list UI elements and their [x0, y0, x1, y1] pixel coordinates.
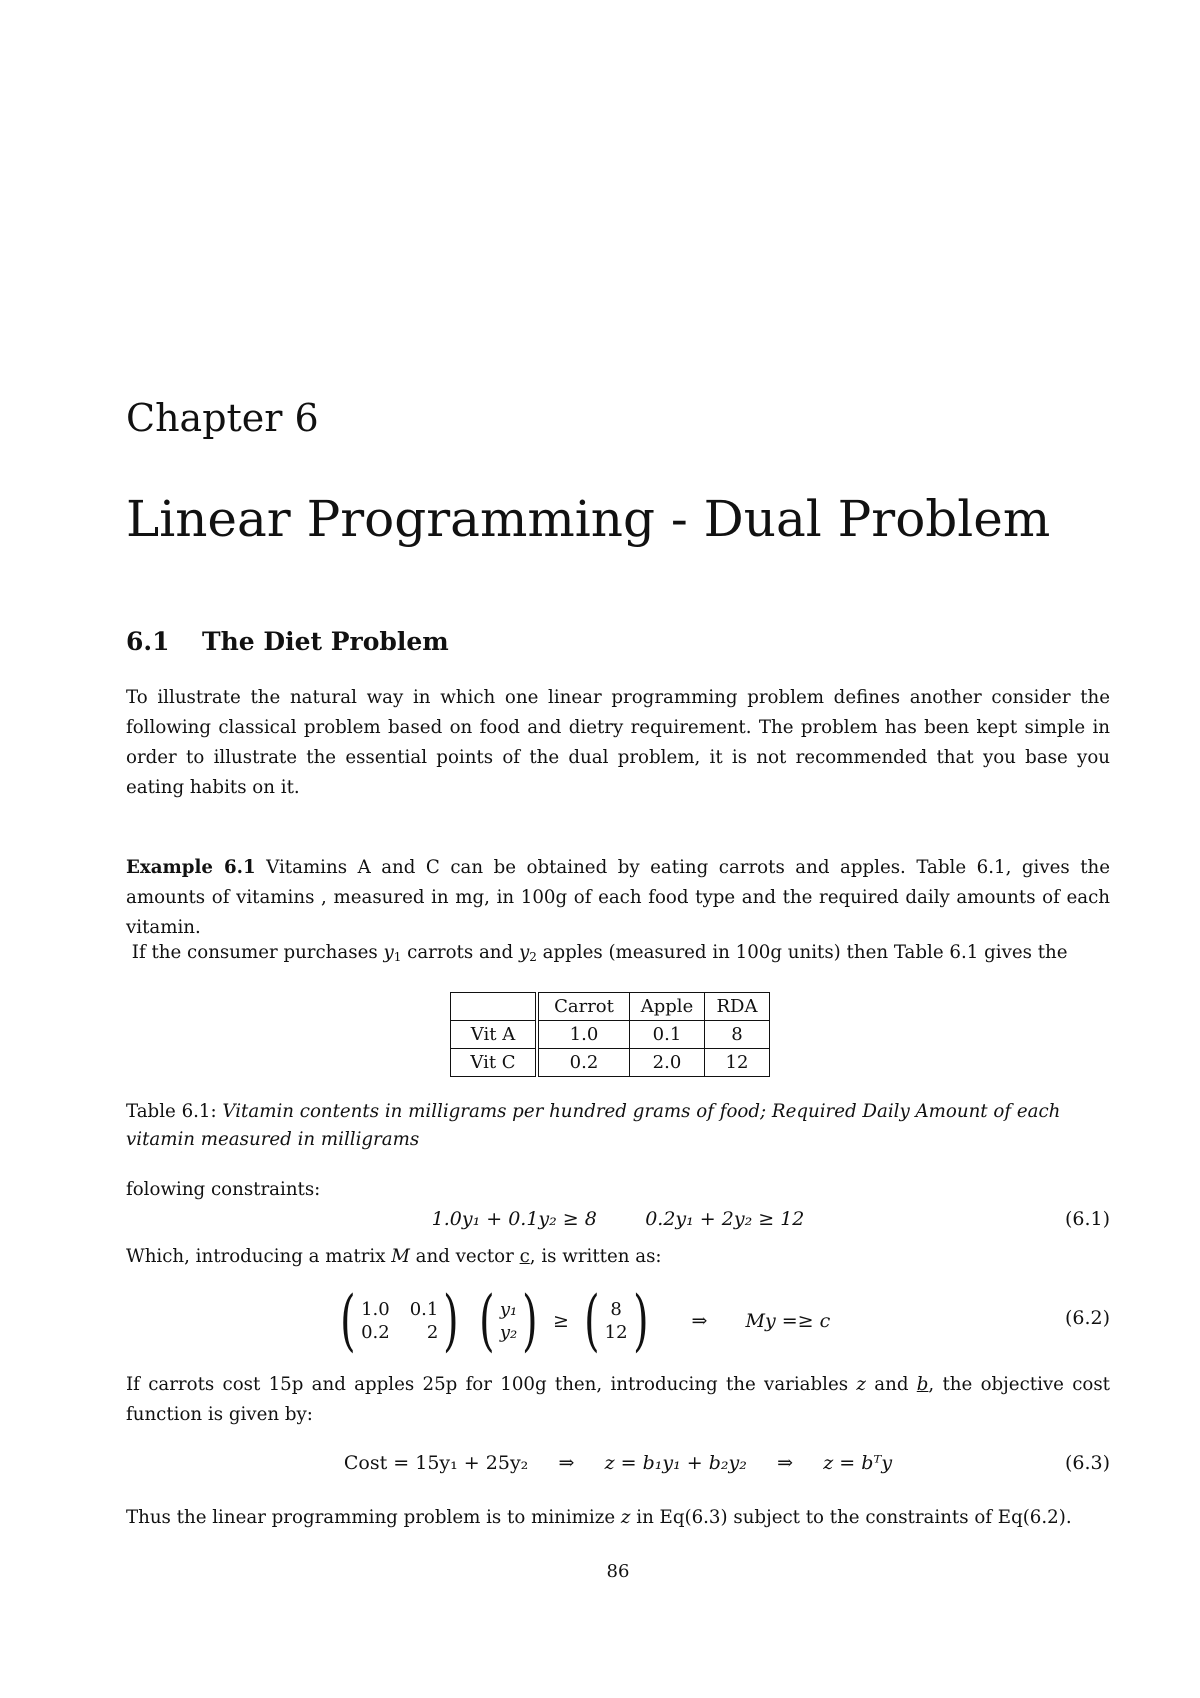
consumer-paragraph	[126, 938, 1110, 968]
table-header-cell: RDA	[705, 993, 770, 1021]
eq1-right: 0.2y₁ + 2y₂ ≥ 12	[645, 1208, 805, 1230]
var-b: b	[916, 1374, 929, 1395]
eq3-part2: z = b₁y₁ + b₂y₂	[604, 1452, 747, 1474]
table-cell: Vit A	[451, 1021, 538, 1049]
caption-label: Table 6.1:	[126, 1101, 217, 1122]
implies-sign: ⇒	[558, 1452, 575, 1474]
eq1-left: 1.0y₁ + 0.1y₂ ≥ 8	[431, 1208, 597, 1230]
table-header-cell	[451, 993, 538, 1021]
var-y: y	[518, 942, 530, 963]
caption-text: Vitamin contents in milligrams per hundred grams of food; Required Daily Amount of each vitamin measured in milligrams	[126, 1101, 1061, 1150]
table-row	[451, 1049, 770, 1077]
var-z: z	[856, 1374, 866, 1395]
intro-paragraph: To illustrate the natural way in which one linear programming problem defines another consider the following classical problem based on food and dietry requirement. The problem has been kept simple in order to illustrate the essential points of the dual problem, it is not recommended that you base you eating habits on it.	[126, 687, 1110, 798]
conclusion-paragraph	[126, 1503, 1110, 1533]
chapter-label: Chapter 6	[126, 396, 319, 440]
var-z: z	[620, 1507, 631, 1528]
equation-body	[126, 1208, 1110, 1230]
matrix-paragraph	[126, 1242, 1110, 1272]
final-text-b: in Eq(6.3) subject to the constraints of Eq(6.2).	[630, 1507, 1072, 1528]
vector-cell: 8	[610, 1299, 622, 1320]
eq3-part1: Cost = 15y₁ + 25y₂	[343, 1452, 529, 1474]
page-number: 86	[606, 1561, 630, 1582]
table-caption	[126, 1098, 1110, 1154]
table-cell: 1.0	[537, 1021, 630, 1049]
section-title: The Diet Problem	[202, 627, 449, 656]
table-cell: 12	[705, 1049, 770, 1077]
var-y: y	[383, 942, 394, 963]
example-text: Vitamins A and C can be obtained by eating carrots and apples. Table 6.1, gives the amounts of vitamins , measured in mg, in 100g of each food type and the required daily amounts of each vitamin.	[126, 857, 1110, 938]
vector-c	[579, 1282, 653, 1359]
example-paragraph	[126, 853, 1110, 943]
consumer-text-c: apples (measured in 100g units) then Table 6.1 gives the	[536, 942, 1068, 963]
equation-number: (6.1)	[1064, 1208, 1110, 1230]
consumer-text-b: carrots and	[401, 942, 519, 963]
sub-2: 2	[529, 950, 537, 964]
cost-paragraph	[126, 1370, 1110, 1430]
consumer-text-a: If the consumer purchases	[131, 942, 384, 963]
equation-6-3	[126, 1452, 1110, 1486]
equation-body	[126, 1282, 1110, 1359]
equation-number: (6.3)	[1064, 1452, 1110, 1474]
geq-sign: ≥	[553, 1310, 569, 1332]
cost-text-c: , the objective cost function is given by:	[126, 1374, 1110, 1425]
left-paren-glyph: (	[584, 1282, 600, 1359]
matrix-cell: 2	[426, 1322, 439, 1343]
cost-text-a: If carrots cost 15p and apples 25p for 100g then, introducing the variables	[126, 1374, 857, 1395]
sub-1: 1	[393, 950, 402, 964]
example-label: Example 6.1	[126, 857, 256, 878]
equation-6-2	[126, 1282, 1110, 1359]
matrix-grid	[361, 1299, 438, 1343]
eq2-result: My =≥ c	[745, 1310, 831, 1332]
vector-grid	[605, 1299, 628, 1343]
table-header-cell: Apple	[630, 993, 705, 1021]
cost-text-b: and	[865, 1374, 917, 1395]
matrix-text-a: Which, introducing a matrix	[126, 1246, 392, 1267]
implies-sign: ⇒	[691, 1310, 708, 1332]
right-paren-glyph: )	[522, 1282, 538, 1359]
table-cell: 0.1	[630, 1021, 705, 1049]
document-page	[126, 0, 1110, 1698]
right-paren-glyph: )	[443, 1282, 459, 1359]
chapter-title: Linear Programming - Dual Problem	[126, 490, 1051, 548]
section-number: 6.1	[126, 627, 170, 656]
eq3-part3: z = bᵀy	[823, 1452, 893, 1474]
left-paren-glyph: (	[340, 1282, 356, 1359]
table-cell: 8	[705, 1021, 770, 1049]
var-c: c	[519, 1246, 530, 1267]
constraints-intro: folowing constraints:	[126, 1179, 321, 1200]
left-paren-glyph: (	[479, 1282, 495, 1359]
vector-cell: y₂	[499, 1322, 518, 1343]
table-cell: 2.0	[630, 1049, 705, 1077]
matrix-cell: 0.2	[361, 1322, 390, 1343]
vector-cell: 12	[604, 1322, 628, 1343]
table-cell: 0.2	[537, 1049, 630, 1077]
matrix-text-b: and vector	[409, 1246, 520, 1267]
equation-6-1	[126, 1208, 1110, 1242]
section-heading	[126, 627, 449, 656]
table-row	[451, 1021, 770, 1049]
implies-sign: ⇒	[777, 1452, 794, 1474]
var-M: M	[391, 1246, 410, 1267]
matrix-cell: 0.1	[409, 1299, 439, 1320]
equation-body	[126, 1452, 1110, 1474]
table-cell: Vit C	[451, 1049, 538, 1077]
vector-cell: y₁	[499, 1299, 518, 1320]
vitamin-table	[450, 992, 770, 1077]
table-header-cell: Carrot	[537, 993, 630, 1021]
vector-y	[474, 1282, 543, 1359]
matrix-text-d: , is written as:	[529, 1246, 662, 1267]
matrix-cell: 1.0	[361, 1299, 390, 1320]
final-text-a: Thus the linear programming problem is to minimize	[126, 1507, 621, 1528]
equation-number: (6.2)	[1064, 1307, 1110, 1329]
right-paren-glyph: )	[632, 1282, 649, 1359]
table-header-row	[451, 993, 770, 1021]
matrix-M	[335, 1282, 464, 1359]
vector-grid	[500, 1299, 517, 1343]
